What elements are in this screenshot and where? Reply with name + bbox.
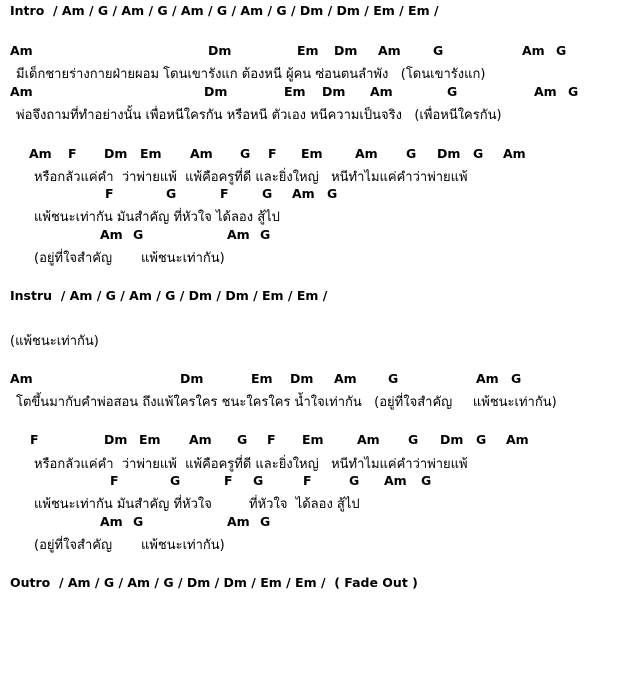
chord: Am (384, 473, 407, 488)
chord: G (240, 146, 251, 161)
chord: Am (522, 43, 545, 58)
chord: Am (10, 43, 33, 58)
chord: G (133, 514, 144, 529)
chord: G (253, 473, 264, 488)
chord: Em (302, 432, 324, 447)
chord: G (133, 227, 144, 242)
chord: G (262, 186, 273, 201)
chord: Dm (180, 371, 204, 386)
outro-line: Outro / Am / G / Am / G / Dm / Dm / Em / Em / ( Fade Out ) (10, 575, 418, 590)
chord: Am (100, 227, 123, 242)
chord-line (0, 514, 620, 532)
chord: Am (534, 84, 557, 99)
chord: F (303, 473, 312, 488)
chord: Am (10, 371, 33, 386)
chord: Am (190, 146, 213, 161)
chord: Dm (322, 84, 346, 99)
chord-line (0, 227, 620, 245)
chord: Am (10, 84, 33, 99)
chord: Em (284, 84, 306, 99)
chord: G (408, 432, 419, 447)
chord: Em (139, 432, 161, 447)
chord-line (0, 473, 620, 491)
chord-line (0, 84, 620, 102)
chord: G (170, 473, 181, 488)
chord: Am (503, 146, 526, 161)
chord: G (406, 146, 417, 161)
intro-line: Intro / Am / G / Am / G / Am / G / Am / G / Dm / Dm / Em / Em / (10, 3, 439, 18)
chord: Am (506, 432, 529, 447)
chord: Dm (440, 432, 464, 447)
chord: G (473, 146, 484, 161)
chord: F (110, 473, 119, 488)
chord: G (349, 473, 360, 488)
chord-line (0, 432, 620, 450)
chord: G (237, 432, 248, 447)
lyric-line: หรือกลัวแค่คำ ว่าพ่ายแพ้ แพ้คือครูที่ดี และยิ่งใหญ่ หนีทำไมแค่คำว่าพ่ายแพ้ (34, 457, 468, 472)
lyric-line: พ่อจึงถามที่ทำอย่างนั้น เพื่อหนีใครกัน หรือหนี ตัวเอง หนีความเป็นจริง (เพื่อหนีใครกัน) (16, 108, 502, 123)
lyric-line: แพ้ชนะเท่ากัน มันสำคัญ ที่หัวใจ ได้ลอง สู้ไป (34, 210, 280, 225)
chord: G (260, 514, 271, 529)
chord: F (30, 432, 39, 447)
chord: Em (301, 146, 323, 161)
chord: Am (370, 84, 393, 99)
chord: Am (292, 186, 315, 201)
chord: Dm (204, 84, 228, 99)
chord: F (224, 473, 233, 488)
lyric-line: (อยู่ที่ใจสำคัญ แพ้ชนะเท่ากัน) (34, 251, 225, 266)
interlude-line: (แพ้ชนะเท่ากัน) (10, 334, 99, 349)
chord: G (421, 473, 432, 488)
chord: F (220, 186, 229, 201)
chord: G (556, 43, 567, 58)
chord: F (267, 432, 276, 447)
chord: Am (29, 146, 52, 161)
lyric-line: หรือกลัวแค่คำ ว่าพ่ายแพ้ แพ้คือครูที่ดี และยิ่งใหญ่ หนีทำไมแค่คำว่าพ่ายแพ้ (34, 170, 468, 185)
chord: Dm (290, 371, 314, 386)
chord-line (0, 371, 620, 389)
chord: Em (251, 371, 273, 386)
chord: Em (297, 43, 319, 58)
chord: Am (189, 432, 212, 447)
chord: Am (378, 43, 401, 58)
chord-line (0, 186, 620, 204)
chord: F (268, 146, 277, 161)
chord: G (388, 371, 399, 386)
lyric-line: มีเด็กชายร่างกายฝ่ายผอม โดนเขารังแก ต้องหนี ผู้คน ซ่อนตนลำพัง (โดนเขารังแก) (16, 67, 486, 82)
chord-line (0, 43, 620, 61)
chord: Am (476, 371, 499, 386)
chord: Dm (208, 43, 232, 58)
chord: G (476, 432, 487, 447)
chord: Em (140, 146, 162, 161)
chord: Am (227, 514, 250, 529)
chord: G (568, 84, 579, 99)
chord: Am (334, 371, 357, 386)
chord: Am (355, 146, 378, 161)
chord: F (68, 146, 77, 161)
chord: Am (100, 514, 123, 529)
chord: G (511, 371, 522, 386)
chord-line (0, 146, 620, 164)
chord: F (105, 186, 114, 201)
chord: Dm (437, 146, 461, 161)
chord: G (433, 43, 444, 58)
chord: G (327, 186, 338, 201)
chord: G (447, 84, 458, 99)
chord: Dm (334, 43, 358, 58)
instru-line: Instru / Am / G / Am / G / Dm / Dm / Em / Em / (10, 288, 328, 303)
chord: Am (357, 432, 380, 447)
chord: Dm (104, 146, 128, 161)
lyric-line: แพ้ชนะเท่ากัน มันสำคัญ ที่หัวใจ ที่หัวใจ ได้ลอง สู้ไป (34, 497, 360, 512)
lyric-line: (อยู่ที่ใจสำคัญ แพ้ชนะเท่ากัน) (34, 538, 225, 553)
chord: G (166, 186, 177, 201)
chord: Dm (104, 432, 128, 447)
chord: G (260, 227, 271, 242)
lyric-line: โตขึ้นมากับคำพ่อสอน ถึงแพ้ใครใคร ชนะใครใคร น้ำใจเท่ากัน (อยู่ที่ใจสำคัญ แพ้ชนะเท่ากัน) (16, 395, 557, 410)
chord: Am (227, 227, 250, 242)
